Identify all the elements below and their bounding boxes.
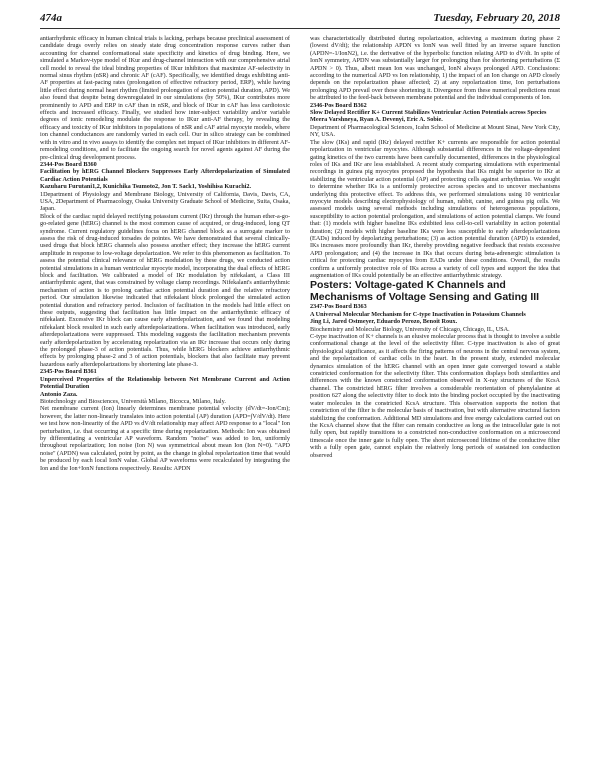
abstract-authors: Kazuharu Furutani1,2, Kunichika Tsumoto2, Jon T. Sack1, Yoshihisa Kurachi2. xyxy=(40,183,251,191)
page-header xyxy=(40,12,560,30)
abstract-continuation: was characteristically distributed during repolarization, achieving a maximum during phase 2 (lowest dV/dt); the relationship APDN vs IonN was well fitted by an inverse square function (APDN=-1/IonN2), i.e. the derivative of the hyperbolic function relating APD to dV/dt. In spite of IonN symmetry, APDN was substantially larger for prolonging than for shortening perturbations (Σ APDN > 0). Thus, albeit mean Ion was unchanged, IonN always prolonged APD. Conclusions: according to the numerical APD vs Ion relationship, 1) the impact of an Ion change on APD closely depends on the repolarization phase affected; 2) at any repolarization time, Ion perturbations prolonging APD prevail over those shortening it. Divergence from these numerical predictions must be attributed to the feed-back between membrane potential and the individual components of Ion. xyxy=(310,35,560,102)
abstract-id: 2347-Pos Board B363 xyxy=(310,303,367,311)
abstract-body: Block of the cardiac rapid delayed rectifying potassium current (IKr) through the human ether-a-go-go-related gene (hERG) channel is the most common cause of acquired, or drug-induced, long QT syndrome. Current regulatory guidelines focus on hERG channel block as a surrogate marker to assess the risk of drug-induced torsades de pointes. We have demonstrated that several clinically-used drugs that block hERG channels also possess another effect; they increase the hERG current amplitude in response to low-voltage depolarization. We refer to this phenomenon as facilitation. To assess the potential clinical relevance of hERG modulation by these drugs, we conducted action potential simulations in a human ventricular myocyte model, incorporating the dual effects of hERG block and facilitation. We calibrated a model of IKr modulation by nifekalant, a Class III antiarrhythmic agent, that was constrained by voltage clamp recordings. Nifekalant's antiarrhythmic mechanism of action is to prolong cardiac action potential duration and the relative refractory period. Our simulation likewise indicated that nifekalant block prolonged the simulated action potential duration and refractory period. Inclusion of facilitation in the models had little effect on these outputs, suggesting that facilitation has little impact on the antiarrhythmic efficacy of nifekalant. Excessive IKr block can cause early afterdepolarization, and we found that modeling nifekalant block resulted in such early afterdepolarizations. When facilitation was introduced, early afterdepolarizations were suppressed. This modeling suggests the facilitation mechanism prevents early afterdepolarization by accelerating repolarization via an IKr increase that occurs only during the prolonged phase-3 of action potentials. Thus, while hERG blockers achieve antiarrhythmic effects by prolonging phase-2 and 3 of action potentials, blockers that also facilitate may prevent hazardous early afterdepolarizations by shortening late phase-3. xyxy=(40,212,290,368)
abstract-title: Slow Delayed Rectifier K+ Current Stabilizes Ventricular Action Potentials across Species xyxy=(310,109,547,117)
abstract-authors: Antonio Zaza. xyxy=(40,390,78,398)
abstract-affiliation: Biochemistry and Molecular Biology, University of Chicago, Chicago, IL, USA. xyxy=(310,325,510,333)
abstract-body: C-type inactivation of K+ channels is an elusive molecular process that is thought to involve a subtle conformational change at the level of the selectivity filter. C-type inactivation is also of great physiological significance, as it affects the firing patterns of neurons in the central nervous system, and the repolarization of cardiac cells in the heart. In the present study, extended molecular dynamics simulation of the hERG channel with an open inner gate converged toward a stable constricted conformation for the selectivity filter. This conformation displays both similarities and differences with the known constricted conformation observed in X-ray structures of the KcsA channel. The constricted hERG filter involves a considerable reorientation of phenylalanine at position 627 along the selectivity filter to dock into the binding pocket occupied by the inactivating water molecules in the constricted KcsA structure. This observation supports the notion that constriction of the filter is the molecular basis of inactivation, but with alternative structural factors stabilizing the conformation. Additional MD simulations and free energy calculations carried out on the KcsA channel show that the filter can remain conductive as long as the intracellular gate is not fully open, but rapidly transitions to a constricted non-conductive conformation on a microsecond timescale once the inner gate is fully open. The short microsecond lifetime of the conductive filter with a fully open gate, cannot explain the relatively long periods of sustained ion conduction observed xyxy=(310,333,560,459)
abstract-id: 2344-Pos Board B360 xyxy=(40,160,97,168)
abstract-body: Net membrane current (Ion) linearly determines membrane potential velocity (dV/dt=-Ion/Cm); however, the latter non-linearly translates into action potential (AP) duration (APD=∫V/dV/dt). Here we test how non-linearity of the APD vs dV/dt relationship may affect APD response to a "local" Ion perturbation, i.e. that occurring at a specific time during repolarization. Methods: Ion was obtained by differentiating a ventricular AP waveform. Random "noise" was added to Ion, uniformly throughout repolarization; Ion noise (Ion N) was symmetrical about mean Ion (Ion N=0). "APD noise" (APDN) was calculated, point by point, as the change in global repolarization time that would be produced by each local IonN value. Global AP waveforms were recalculated by integrating the Ion and the Ion+IonN functions respectively. Results: APDN xyxy=(40,405,290,472)
header-rule xyxy=(40,28,560,29)
page-number: 474a xyxy=(40,12,62,24)
intro-continuation: antiarrhythmic efficacy in human clinical trials is lacking, perhaps because preclinical assessment of candidate drugs overly relies on steady state drug concentration response curves rather than accounting for channel conformational state specificity and kinetics of drug binding. Here, we simulated a Markov-type model of IKur and drug-channel interaction with our comprehensive atrial cell model to reveal the ideal binding properties of IKur inhibitors that maximize AF-selectivity in normal sinus rhythm (nSR) and chronic AF (cAF). Specifically, we identified drugs exhibiting anti-AF properties at fast-pacing rates (prolongation of effective refractory period, ERP), while having little effect during normal heart rhythm (limited prolongation of action potential duration, APD). We also found that despite being downregulated in our simulations (by 50%), IKur contributes more prominently to APD and ERP in cAF than in nSR, and block of IKur in cAF has less cardiotoxic effects and increased efficacy. Finally, we studied how inter-subject variability and/or variable degrees of ionic remodeling modulate the response to IKur anti-AF therapy, by revealing the efficacy and toxicity of IKur inhibitors in populations of nSR and cAF atrial myocyte models, where ion channel conductances are randomly varied in each cell. Our in silico strategy can be combined with in vitro and in vivo assays to identify the complex net impact of IKur inhibitors in different AF-remodeling conditions, and to facilitate the ongoing search for novel agents against AF during the pre-clinical drug development process. xyxy=(40,35,290,161)
section-heading: Posters: Voltage-gated K Channels and Mechanisms of Voltage Sensing and Gating III xyxy=(310,279,540,304)
abstract-title: Unperceived Properties of the Relationship between Net Membrane Current and Action Potential Duration xyxy=(40,375,290,391)
abstract-body: The slow (IKs) and rapid (IKr) delayed rectifier K+ currents are responsible for action potential repolarization in ventricular myocytes. Although substantial differences in the voltage-dependent gating kinetics of the two currents have been carefully documented, differences in the physiological roles of IKs and IKr are less established. A recent study comparing simulations with experimental recordings in guinea pig myocytes proposed the hypothesis that IKs might be superior to IKr at stabilizing the ventricular action potential (AP) and protecting cells against arrhythmias. We sought to determine whether IKs is a uniformly protective across species and to uncover mechanisms underlying this protective effect. To address this, we performed simulations using 10 ventricular myocyte models describing electrophysiology of human, rabbit, canine, and guinea pig cells. We assessed models using several methods including simulations of heterogeneous populations, susceptibility to action potential prolongation, and simulations of action potential clamps. We found that: (1) models with higher baseline IKs exhibited less cell-to-cell variability in action potential duration; (2) models with higher baseline IKs were less susceptible to early afterdepolarizations (EADs) induced by depolarizing perturbations; (3) as action potential duration (APD) is extended, IKs increases more profoundly than IKr, thereby providing negative feedback that resists excessive APD prolongation; and (4) the increase in IKs that occurs during beta-adrenergic stimulation is critical for protecting cardiac myocytes from EADs under these conditions. Overall, the results confirm a uniformly protective role of IKs across a variety of cell types and support the idea that augmentation of IKs could potentially be an effective antiarrhythmic strategy. xyxy=(310,138,560,279)
abstract-affiliation: 1Department of Physiology and Membrane Biology, University of California, Davis, Davis, CA, USA, 2Department of Pharmacology, Osaka University Graduate School of Medicine, Suita, Osaka, Japan. xyxy=(40,190,290,213)
abstract-title: A Universal Molecular Mechanism for C-type Inactivation in Potassium Channels xyxy=(310,310,526,318)
abstract-affiliation: Biotechnology and Biosciences, Università Milano, Bicocca, Milano, Italy. xyxy=(40,397,226,405)
abstract-authors: Jing Li, Jared Ostmeyer, Eduardo Perozo, Benoit Roux. xyxy=(310,318,458,326)
abstract-authors: Meera Varshneya, Ryan A. Devenyi, Eric A. Sobie. xyxy=(310,116,443,124)
abstract-id: 2345-Pos Board B361 xyxy=(40,368,97,376)
abstract-title: Facilitation by hERG Channel Blockers Suppresses Early Afterdepolarization of Simulated Cardiac Action Potentials xyxy=(40,168,290,183)
page-date: Tuesday, February 20, 2018 xyxy=(433,12,560,24)
abstract-id: 2346-Pos Board B362 xyxy=(310,101,367,109)
abstract-affiliation: Department of Pharmacological Sciences, Icahn School of Medicine at Mount Sinai, New York City, NY, USA. xyxy=(310,123,560,139)
right-column xyxy=(310,35,560,770)
left-column xyxy=(40,35,290,770)
